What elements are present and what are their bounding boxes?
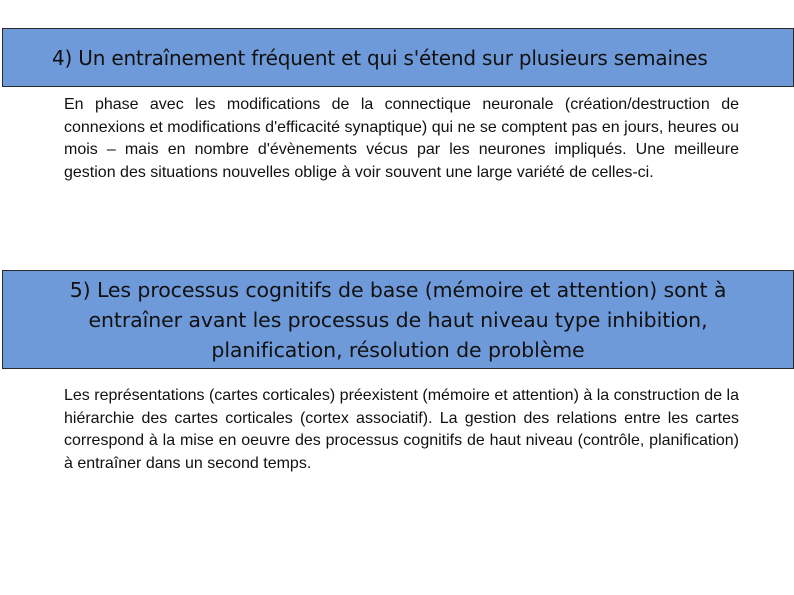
section-5-heading: 5) Les processus cognitifs de base (mémoire et attention) sont à entraîner avant les processus de haut niveau type inhibition, planification, résolution de problème [69,277,727,362]
section-4-body: En phase avec les modifications de la connectique neuronale (création/destruction de connexions et modifications d'efficacité synaptique) qui ne se comptent pas en jours, heures ou mois – mais en nombre d'évènements vécus par les neurones impliqués. Une meilleure gestion des situations nouvelles oblige à voir souvent une large variété de celles-ci. [64,96,739,181]
section-4-heading: 4) Un entraînement fréquent et qui s'étend sur plusieurs semaines [52,45,708,70]
section-4-heading-box [2,28,794,87]
section-5-heading-box [2,270,794,369]
section-5-body: Les représentations (cartes corticales) préexistent (mémoire et attention) à la construction de la hiérarchie des cartes corticales (cortex associatif). La gestion des relations entre les cartes correspond à la mise en oeuvre des processus cognitifs de haut niveau (contrôle, planification) à entraîner dans un second temps. [64,387,739,472]
